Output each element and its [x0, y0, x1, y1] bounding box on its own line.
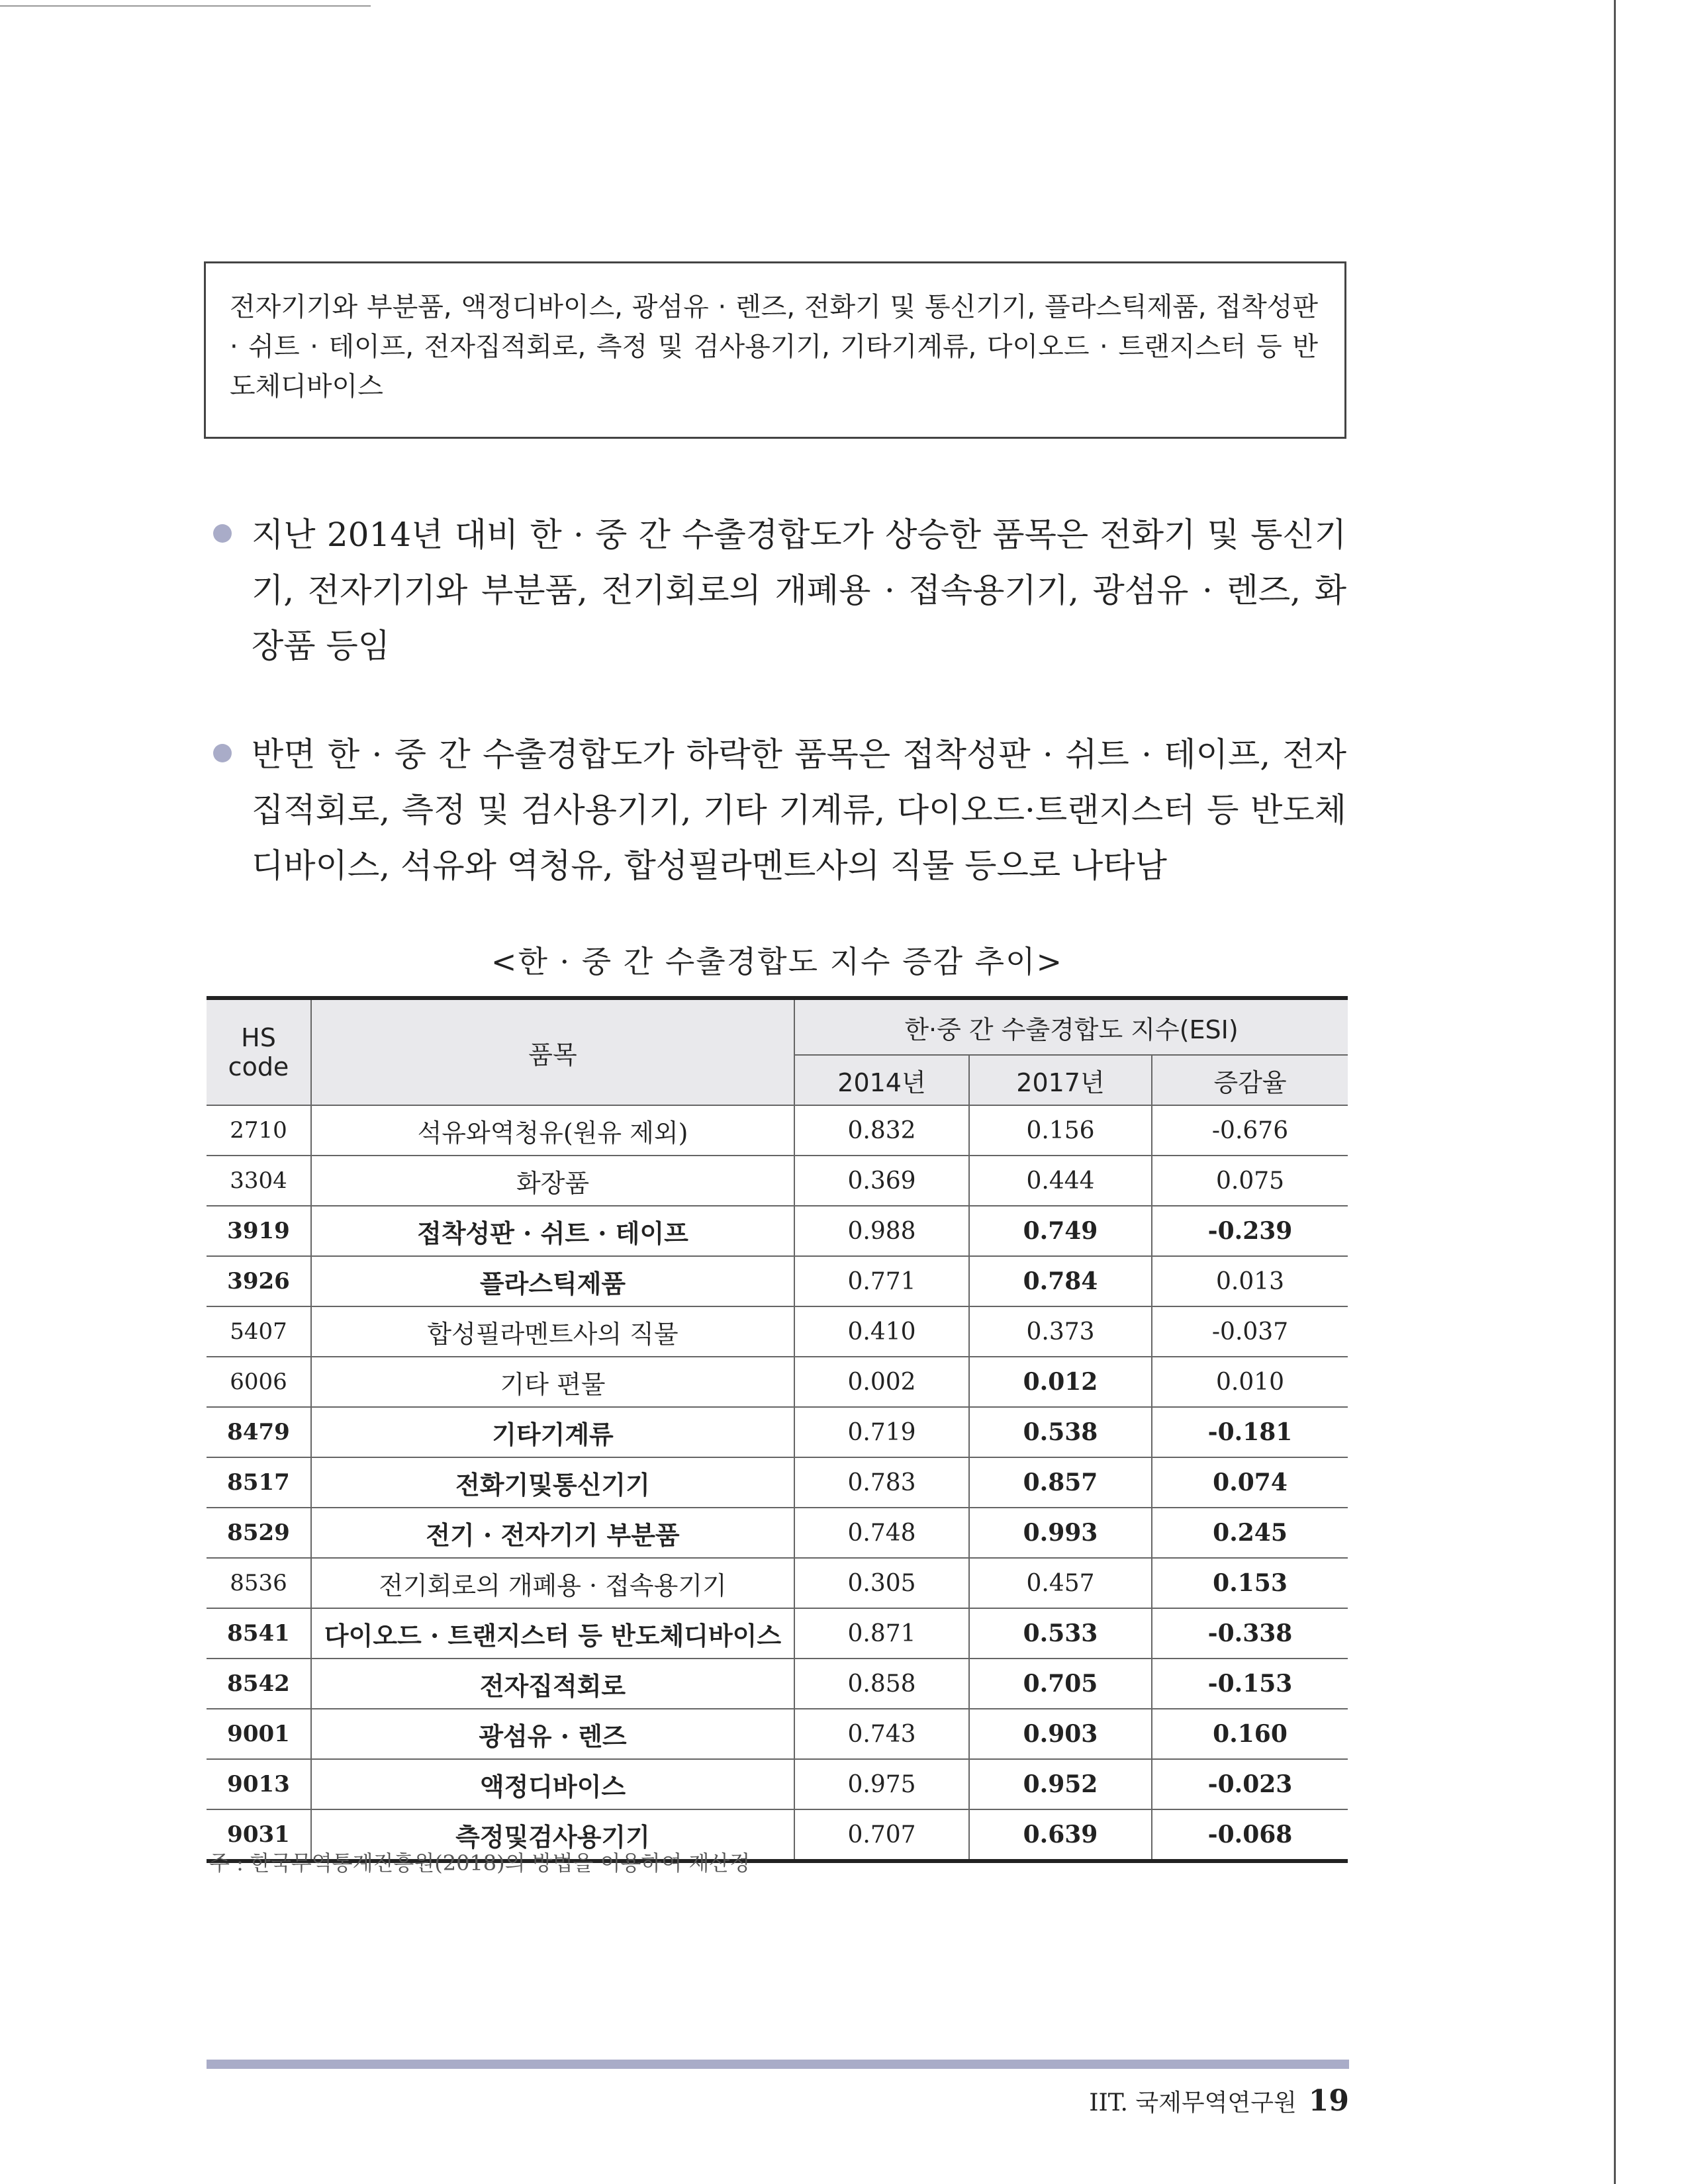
- table-note: 주 : 한국무역통계진흥원(2018)의 방법을 이용하여 재산정: [209, 1850, 751, 1876]
- bullet-text: 지난 2014년 대비 한 · 중 간 수출경합도가 상승한 품목은 전화기 및 통신기기, 전자기기와 부분품, 전기회로의 개폐용 · 접속용기기, 광섬유 · 렌즈, 화장품 등임: [252, 516, 1346, 665]
- cell-2014: 0.988: [794, 1206, 969, 1256]
- header-change: 증감율: [1152, 1055, 1348, 1105]
- cell-code: 9013: [207, 1759, 311, 1809]
- header-hs-code: HS code: [207, 998, 311, 1105]
- cell-item: 광섬유 · 렌즈: [311, 1709, 794, 1759]
- cell-item: 접착성판 · 쉬트 · 테이프: [311, 1206, 794, 1256]
- cell-code: 8541: [207, 1608, 311, 1659]
- cell-change: 0.075: [1152, 1156, 1348, 1206]
- cell-2014: 0.771: [794, 1256, 969, 1306]
- cell-code: 8517: [207, 1457, 311, 1508]
- cell-code: 3926: [207, 1256, 311, 1306]
- cell-2014: 0.858: [794, 1659, 969, 1709]
- cell-2014: 0.410: [794, 1306, 969, 1357]
- cell-2017: 0.533: [969, 1608, 1152, 1659]
- table-row: [207, 1256, 1348, 1306]
- table-row: [207, 1156, 1348, 1206]
- cell-2017: 0.012: [969, 1357, 1152, 1407]
- cell-2017: 0.639: [969, 1809, 1152, 1861]
- bullet-text: 반면 한 · 중 간 수출경합도가 하락한 품목은 접착성판 · 쉬트 · 테이프, 전자집적회로, 측정 및 검사용기기, 기타 기계류, 다이오드·트랜지스터 등 반도체디바이스, 석유와 역청유, 합성필라멘트사의 직물 등으로 나타남: [252, 735, 1346, 885]
- table-row: [207, 1558, 1348, 1608]
- cell-item: 전화기및통신기기: [311, 1457, 794, 1508]
- cell-change: 0.013: [1152, 1256, 1348, 1306]
- esi-table: [207, 996, 1348, 1863]
- cell-change: 0.160: [1152, 1709, 1348, 1759]
- cell-change: 0.245: [1152, 1508, 1348, 1558]
- cell-code: 8529: [207, 1508, 311, 1558]
- cell-item: 합성필라멘트사의 직물: [311, 1306, 794, 1357]
- cell-change: -0.181: [1152, 1407, 1348, 1457]
- cell-2014: 0.719: [794, 1407, 969, 1457]
- cell-item: 플라스틱제품: [311, 1256, 794, 1306]
- header-2017: 2017년: [969, 1055, 1152, 1105]
- cell-code: 8479: [207, 1407, 311, 1457]
- cell-code: 9031: [207, 1809, 311, 1861]
- page-number: 19: [1308, 2084, 1349, 2118]
- cell-item: 석유와역청유(원유 제외): [311, 1105, 794, 1156]
- cell-item: 액정디바이스: [311, 1759, 794, 1809]
- cell-code: 3304: [207, 1156, 311, 1206]
- cell-change: 0.074: [1152, 1457, 1348, 1508]
- cell-2017: 0.538: [969, 1407, 1152, 1457]
- cell-item: 기타 편물: [311, 1357, 794, 1407]
- cell-2014: 0.305: [794, 1558, 969, 1608]
- cell-code: 3919: [207, 1206, 311, 1256]
- cell-2017: 0.156: [969, 1105, 1152, 1156]
- cell-2017: 0.373: [969, 1306, 1152, 1357]
- cell-change: -0.239: [1152, 1206, 1348, 1256]
- cell-2014: 0.002: [794, 1357, 969, 1407]
- bullet-dot-icon: [213, 744, 232, 762]
- table-row: [207, 1508, 1348, 1558]
- cell-item: 다이오드 · 트랜지스터 등 반도체디바이스: [311, 1608, 794, 1659]
- table-row: [207, 1105, 1348, 1156]
- info-box: [204, 261, 1346, 439]
- cell-2017: 0.749: [969, 1206, 1152, 1256]
- cell-code: 2710: [207, 1105, 311, 1156]
- table-title: <한 · 중 간 수출경합도 지수 증감 추이>: [491, 944, 1064, 979]
- table-row: [207, 1357, 1348, 1407]
- cell-2017: 0.457: [969, 1558, 1152, 1608]
- cell-2017: 0.444: [969, 1156, 1152, 1206]
- cell-code: 8536: [207, 1558, 311, 1608]
- cell-2017: 0.903: [969, 1709, 1152, 1759]
- cell-item: 전자집적회로: [311, 1659, 794, 1709]
- cell-2014: 0.975: [794, 1759, 969, 1809]
- cell-change: -0.037: [1152, 1306, 1348, 1357]
- cell-code: 6006: [207, 1357, 311, 1407]
- table-row: [207, 1659, 1348, 1709]
- cell-2014: 0.871: [794, 1608, 969, 1659]
- cell-item: 전기회로의 개폐용 · 접속용기기: [311, 1558, 794, 1608]
- cell-2017: 0.993: [969, 1508, 1152, 1558]
- cell-2017: 0.857: [969, 1457, 1152, 1508]
- cell-2014: 0.369: [794, 1156, 969, 1206]
- cell-2014: 0.707: [794, 1809, 969, 1861]
- cell-2017: 0.784: [969, 1256, 1152, 1306]
- cell-change: -0.676: [1152, 1105, 1348, 1156]
- esi-table-container: [207, 996, 1348, 1863]
- table-row: [207, 1457, 1348, 1508]
- cell-change: -0.338: [1152, 1608, 1348, 1659]
- info-box-text: 전자기기와 부분품, 액정디바이스, 광섬유 · 렌즈, 전화기 및 통신기기, 플라스틱제품, 접착성판 · 쉬트 · 테이프, 전자집적회로, 측정 및 검사용기기, 기타기계류, 다이오드 · 트랜지스터 등 반도체디바이스: [230, 292, 1318, 402]
- table-row: [207, 1407, 1348, 1457]
- table-row: [207, 1709, 1348, 1759]
- cell-change: 0.010: [1152, 1357, 1348, 1407]
- cell-item: 기타기계류: [311, 1407, 794, 1457]
- page-edge: [1614, 0, 1616, 2184]
- cell-change: -0.068: [1152, 1809, 1348, 1861]
- cell-item: 전기 · 전자기기 부분품: [311, 1508, 794, 1558]
- cell-change: -0.023: [1152, 1759, 1348, 1809]
- cell-code: 9001: [207, 1709, 311, 1759]
- cell-code: 8542: [207, 1659, 311, 1709]
- page-footer: [1089, 2078, 1349, 2124]
- footer-bar: [207, 2060, 1349, 2069]
- bullet-dot-icon: [213, 524, 232, 543]
- cell-2017: 0.952: [969, 1759, 1152, 1809]
- cell-change: 0.153: [1152, 1558, 1348, 1608]
- cell-2014: 0.832: [794, 1105, 969, 1156]
- cell-2014: 0.748: [794, 1508, 969, 1558]
- cell-2017: 0.705: [969, 1659, 1152, 1709]
- table-row: [207, 1759, 1348, 1809]
- cell-code: 5407: [207, 1306, 311, 1357]
- table-row: [207, 1206, 1348, 1256]
- table-row: [207, 1608, 1348, 1659]
- bullet-item: [213, 507, 1346, 686]
- cell-2014: 0.783: [794, 1457, 969, 1508]
- top-rule: [0, 5, 371, 7]
- header-esi-group: 한·중 간 수출경합도 지수(ESI): [794, 998, 1348, 1055]
- table-row: [207, 1306, 1348, 1357]
- cell-item: 측정및검사용기기: [311, 1809, 794, 1861]
- footer-org: IIT. 국제무역연구원: [1089, 2089, 1297, 2116]
- header-item: 품목: [311, 998, 794, 1105]
- cell-change: -0.153: [1152, 1659, 1348, 1709]
- cell-2014: 0.743: [794, 1709, 969, 1759]
- cell-item: 화장품: [311, 1156, 794, 1206]
- bullet-item: [213, 727, 1346, 905]
- header-2014: 2014년: [794, 1055, 969, 1105]
